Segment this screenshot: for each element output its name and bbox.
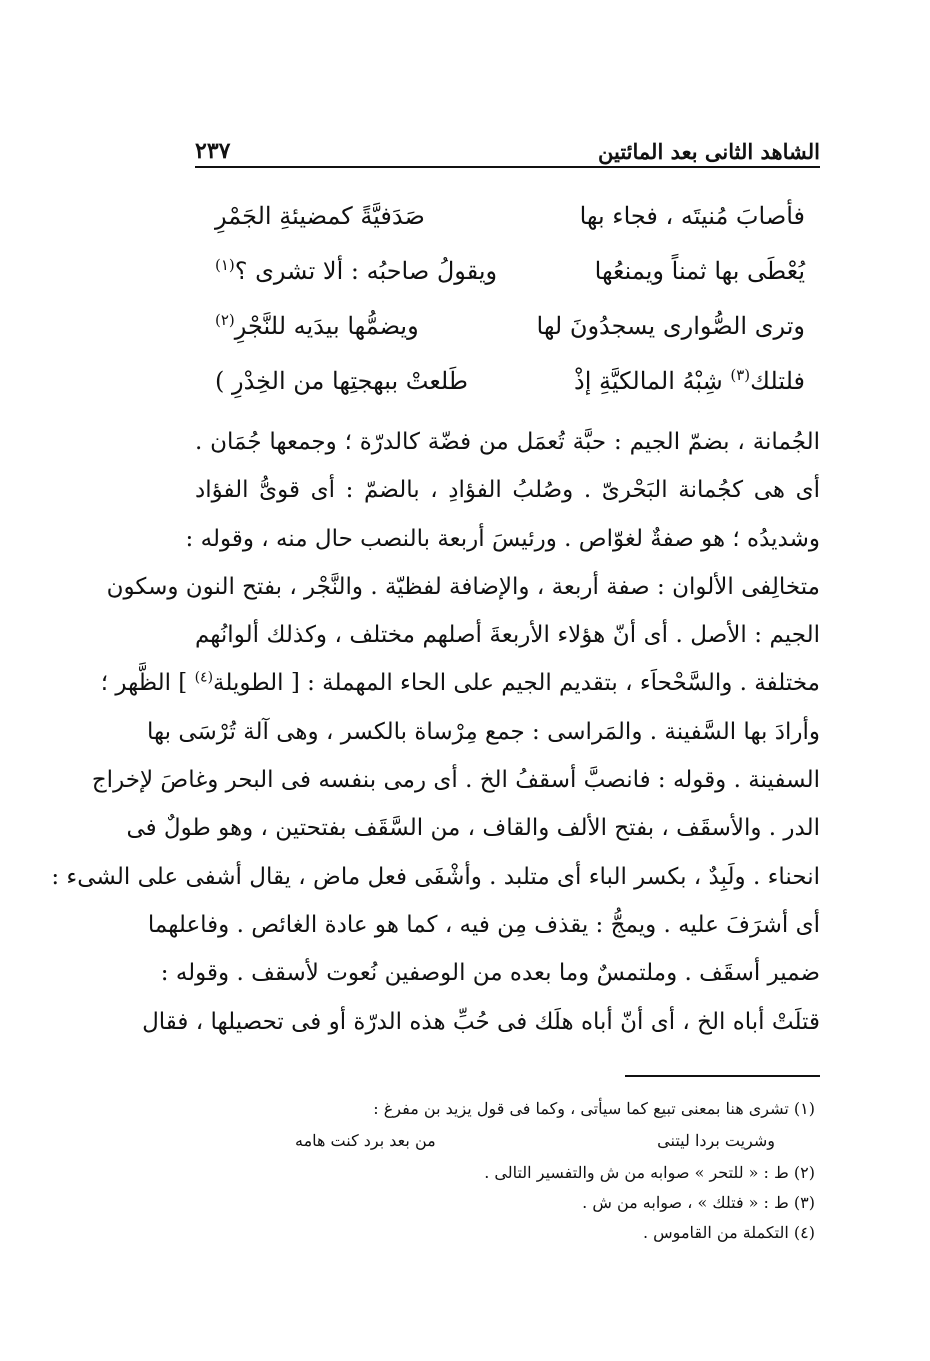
line-text: ضمير أسقَف . وملتمسٌ وما بعده من الوصفين نُعوت لأسقف . وقوله :	[160, 960, 820, 987]
hemistich-text: شِبْهُ المالكيَّةِ إذْ	[574, 367, 723, 395]
header-rule	[195, 166, 820, 168]
footnotes	[255, 1094, 815, 1248]
first-hemistich: وترى الصُّوارى يسجدُونَ لها	[536, 311, 805, 340]
line-text: متخالِفى الألوان : صفة أربعة ، والإضافة لفظيّة . والنَّجْر ، بفتح النون وسكون	[106, 573, 820, 600]
verse	[215, 188, 805, 243]
footnote-verse	[255, 1124, 815, 1158]
commentary-line	[195, 466, 820, 514]
line-text: الجيم : الأصل . أى أنّ هؤلاء الأربعةَ أصلهم مختلف ، وكذلك ألوانُهم	[195, 622, 820, 649]
verse	[215, 353, 805, 408]
commentary-line	[195, 418, 820, 466]
line-text: أى أشرَفَ عليه . ويمجُّ : يقذف مِن فيه ، كما هو عادة الغائص . وفاعلهما	[147, 911, 820, 938]
first-hemistich: وشريت بردا ليتنى	[657, 1131, 775, 1150]
second-hemistich: من بعد برد كنت هامه	[295, 1131, 436, 1150]
verse	[215, 243, 805, 298]
second-hemistich	[215, 311, 419, 340]
first-hemistich: فأصابَ مُنيتَه ، فجاء بها	[579, 201, 805, 230]
first-hemistich: يُعْطَى بها ثمناً ويمنعُها	[594, 256, 805, 285]
footnote: (٢) ط : « للتحر » صوابه من ش والتفسير التالى .	[484, 1163, 815, 1182]
second-hemistich: طَلعتْ ببهجتِها من الخِدْرِ )	[215, 366, 468, 395]
footnote-marker: (١)	[215, 256, 235, 274]
footnote: (١) تشرى هنا بمعنى تبيع كما سيأتى ، وكما فى قول يزيد بن مفرغ :	[373, 1099, 815, 1118]
page-number: ٢٣٧	[195, 138, 231, 164]
line-text: قتلَتْ أباه الخ ، أى أنّ أباه هلَك فى حُبِّ هذه الدرّة أو فى تحصيلها ، فقال	[142, 1008, 820, 1035]
footnote-rule	[625, 1075, 820, 1077]
commentary-line	[51, 853, 820, 901]
commentary-line	[100, 659, 820, 707]
commentary	[51, 418, 820, 1046]
hemistich-text: فلتلك	[750, 367, 805, 395]
hemistich-text: ويقولُ صاحبُه : ألا تشرى ؟	[234, 257, 498, 285]
verse	[215, 298, 805, 353]
second-hemistich	[215, 256, 497, 285]
footnote: (٣) ط : « فتلك » ، صوابه من ش .	[582, 1193, 815, 1212]
footnote-marker: (٢)	[215, 311, 235, 329]
commentary-line	[185, 515, 820, 563]
line-text: ] الظَّهر ؛	[100, 670, 188, 697]
poem	[215, 188, 805, 408]
commentary-line	[160, 949, 820, 997]
footnote-marker: (٤)	[194, 669, 214, 686]
running-title: الشاهد الثانى بعد المائتين	[598, 139, 820, 164]
commentary-line	[147, 708, 820, 756]
commentary-line	[142, 998, 820, 1046]
line-text: الدر . والأسقَف ، بفتح الألف والقاف ، من السَّقَف بفتحتين ، وهو طولٌ فى	[126, 815, 820, 842]
commentary-line	[91, 756, 820, 804]
line-text: الجُمانة ، بضمّ الجيم : حبَّة تُعمَل من فضّة كالدرّة ؛ وجمعها جُمَان .	[195, 429, 820, 455]
page-header	[195, 128, 820, 164]
footnote: (٤) التكملة من القاموس .	[642, 1223, 815, 1242]
line-text: السفينة . وقوله : فانصبَّ أسقفُ الخ . أى رمى بنفسه فى البحر وغاصَ لإخراج	[91, 767, 820, 794]
first-hemistich	[574, 366, 805, 395]
line-text: انحناء . ولَبِدٌ ، بكسر الباء أى متلبد . وأشْفَى فعل ماض ، يقال أشفى على الشىء :	[51, 863, 820, 890]
commentary-line	[126, 804, 820, 852]
commentary-line	[147, 901, 820, 949]
line-text: أى هى كجُمانة البَحْرىّ . وصُلبُ الفؤادِ ، بالضمّ : أى قوىُّ الفؤاد	[195, 477, 820, 504]
commentary-line	[106, 563, 820, 611]
footnote-marker: (٣)	[730, 366, 751, 384]
line-text: وأرادَ بها السَّفينة . والمَراسى : جمع مِرْساة بالكسر ، وهى آلة تُرْسَى بها	[147, 718, 820, 745]
second-hemistich: صَدَفيَّةً كمضيئةِ الجَمْرِ	[215, 201, 425, 230]
line-text: وشديدُه ؛ هو صفةٌ لغوّاص . ورئيسَ أربعة بالنصب حال منه ، وقوله :	[185, 525, 820, 552]
line-text: مختلفة . والسَّحْحاَء ، بتقديم الجيم على الحاء المهملة : [ الطويلة	[213, 670, 820, 697]
hemistich-text: ويضمُّها بيدَيه للنَّجْرِ	[234, 312, 419, 340]
commentary-line	[195, 611, 820, 659]
